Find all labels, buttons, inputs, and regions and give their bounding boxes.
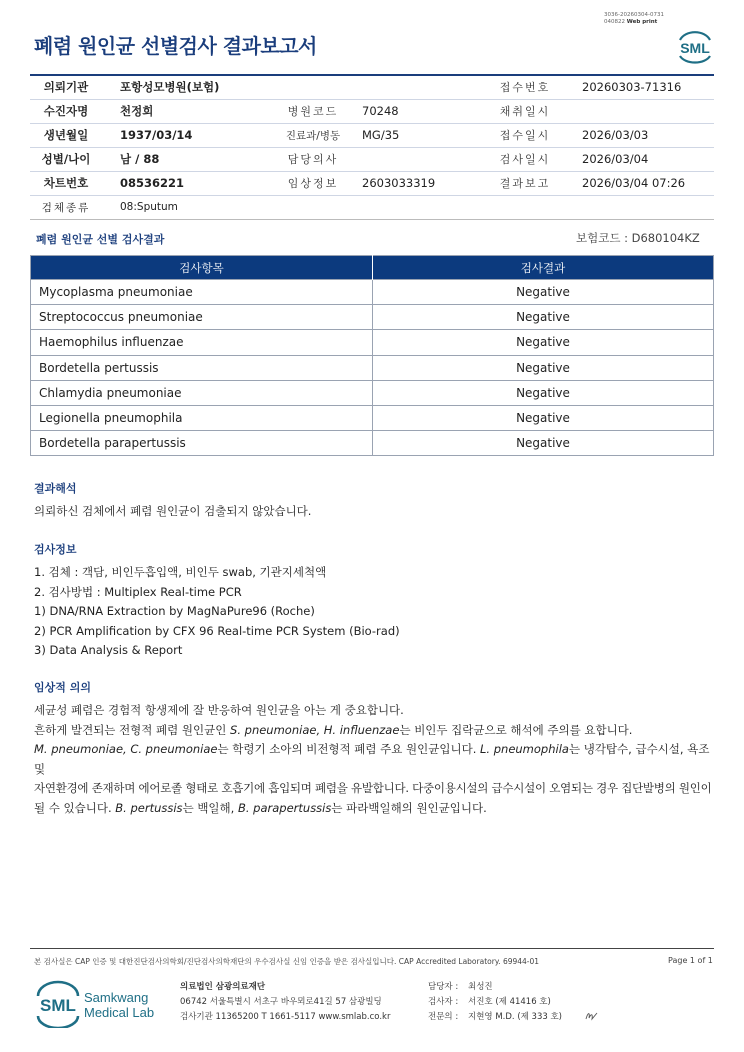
insurance-code: 보험코드 : D680104KZ bbox=[576, 231, 700, 245]
result-table bbox=[30, 255, 714, 456]
org-name: 의료법인 삼광의료재단 bbox=[180, 982, 266, 992]
info-label: 수진자명 bbox=[30, 99, 102, 123]
footer-organization bbox=[180, 980, 390, 1025]
info-label: 차트번호 bbox=[30, 171, 102, 195]
clinical-section bbox=[34, 679, 714, 818]
info-label: 임상정보 bbox=[272, 171, 354, 195]
result-item: Chlamydia pneumoniae bbox=[31, 380, 373, 405]
info-value: 남 / 88 bbox=[102, 147, 272, 171]
result-item: Haemophilus influenzae bbox=[31, 330, 373, 355]
info-row bbox=[30, 147, 714, 171]
footer-staff bbox=[428, 980, 562, 1025]
clinical-title: 임상적 의의 bbox=[34, 681, 91, 694]
info-label: 병원코드 bbox=[272, 99, 354, 123]
staff-label: 검사자 : bbox=[428, 997, 459, 1007]
result-item: Bordetella pertussis bbox=[31, 355, 373, 380]
result-row bbox=[31, 431, 714, 456]
result-row bbox=[31, 355, 714, 380]
result-item: Mycoplasma pneumoniae bbox=[31, 280, 373, 305]
interpretation-section bbox=[34, 480, 714, 522]
print-code bbox=[604, 12, 664, 26]
info-value: 1937/03/14 bbox=[102, 123, 272, 147]
staff-value: 지현영 M.D. (제 333 호) bbox=[468, 1012, 563, 1022]
clinical-line: 흔하게 발견되는 전형적 폐렴 원인균인 S. pneumoniae, H. influenzae는 비인두 집락균으로 해석에 주의를 요합니다. bbox=[34, 722, 633, 737]
clinical-line: 자연환경에 존재하며 에어로졸 형태로 호흡기에 흡입되며 폐렴을 유발합니다. 다중이용시설의 급수시설이 오염되는 경우 집단발병의 원인이 bbox=[34, 781, 712, 795]
info-value bbox=[354, 75, 482, 99]
samkwang-logo-abbr: SML bbox=[40, 996, 76, 1015]
result-row bbox=[31, 380, 714, 405]
info-value: 2603033319 bbox=[354, 171, 482, 195]
info-label bbox=[272, 75, 354, 99]
info-value: 2026/03/04 07:26 bbox=[568, 171, 714, 195]
page-number: Page 1 of 1 bbox=[668, 956, 713, 965]
result-value: Negative bbox=[373, 305, 714, 330]
footer-divider bbox=[30, 948, 714, 949]
info-row bbox=[30, 171, 714, 195]
print-code-line2: 040822 bbox=[604, 19, 625, 25]
info-label: 담당의사 bbox=[272, 147, 354, 171]
info-value: 2026/03/04 bbox=[568, 147, 714, 171]
clinical-line: M. pneumoniae, C. pneumoniae는 학령기 소아의 비전형적 폐렴 주요 원인균입니다. L. pneumophila는 냉각탑수, 급수시설, 욕조 및 bbox=[34, 742, 710, 776]
info-value: 70248 bbox=[354, 99, 482, 123]
info-value bbox=[568, 99, 714, 123]
info-label: 성별/나이 bbox=[30, 147, 102, 171]
result-section-title: 폐렴 원인균 선별 검사결과 bbox=[36, 233, 165, 246]
info-label: 생년월일 bbox=[30, 123, 102, 147]
info-value: 포항성모병원(보험) bbox=[102, 75, 272, 99]
info-value: MG/35 bbox=[354, 123, 482, 147]
footer-accreditation-note: 본 검사실은 CAP 인증 및 대한진단검사의학회/진단검사의학재단의 우수검사실 신임 인증을 받은 검사실입니다. CAP Accredited Laboratory. 69944-01 bbox=[34, 957, 540, 966]
info-value: 2026/03/03 bbox=[568, 123, 714, 147]
info-label: 접수번호 bbox=[482, 75, 568, 99]
patient-info-table bbox=[30, 74, 714, 220]
info-row bbox=[30, 99, 714, 123]
info-label: 결과보고 bbox=[482, 171, 568, 195]
org-address: 06742 서울특별시 서초구 바우뫼로41길 57 삼광빌딩 bbox=[180, 997, 382, 1007]
info-label: 검사일시 bbox=[482, 147, 568, 171]
result-value: Negative bbox=[373, 330, 714, 355]
samkwang-logo-line2: Medical Lab bbox=[84, 1005, 155, 1020]
result-value: Negative bbox=[373, 405, 714, 430]
clinical-line: 될 수 있습니다. B. pertussis는 백일해, B. parapertussis는 파라백일해의 원인균입니다. bbox=[34, 800, 487, 815]
result-row bbox=[31, 330, 714, 355]
staff-value: 서진호 (제 41416 호) bbox=[468, 997, 551, 1007]
test-info-line: 3) Data Analysis & Report bbox=[34, 643, 183, 657]
interpretation-text: 의뢰하신 검체에서 폐렴 원인균이 검출되지 않았습니다. bbox=[34, 504, 312, 518]
page-title: 폐렴 원인균 선별검사 결과보고서 bbox=[34, 34, 317, 58]
info-value bbox=[354, 147, 482, 171]
staff-label: 전문의 : bbox=[428, 1012, 459, 1022]
sml-logo-icon bbox=[674, 26, 716, 64]
test-info-section bbox=[34, 541, 714, 661]
specimen-label: 검체종류 bbox=[41, 201, 91, 214]
result-header-item: 검사항목 bbox=[31, 256, 373, 280]
result-value: Negative bbox=[373, 431, 714, 456]
info-label: 의뢰기관 bbox=[30, 75, 102, 99]
info-label: 채취일시 bbox=[482, 99, 568, 123]
samkwang-logo-line1: Samkwang bbox=[84, 990, 149, 1005]
result-item: Streptococcus pneumoniae bbox=[31, 305, 373, 330]
result-row bbox=[31, 305, 714, 330]
info-row bbox=[30, 75, 714, 99]
staff-value: 최성진 bbox=[468, 982, 493, 992]
samkwang-logo-icon bbox=[34, 978, 164, 1028]
result-value: Negative bbox=[373, 355, 714, 380]
result-header-result: 검사결과 bbox=[373, 256, 714, 280]
result-item: Bordetella parapertussis bbox=[31, 431, 373, 456]
test-info-line: 1. 검체 : 객담, 비인두흡입액, 비인두 swab, 기관지세척액 bbox=[34, 565, 327, 579]
info-value: 20260303-71316 bbox=[568, 75, 714, 99]
org-contact: 검사기관 11365200 T 1661-5117 www.smlab.co.kr bbox=[180, 1012, 391, 1022]
test-info-title: 검사정보 bbox=[34, 543, 77, 556]
info-row-specimen bbox=[30, 195, 714, 219]
test-info-line: 2. 검사방법 : Multiplex Real-time PCR bbox=[34, 584, 242, 599]
staff-label: 담당자 : bbox=[428, 982, 459, 992]
clinical-line: 세균성 폐렴은 경험적 항생제에 잘 반응하여 원인균을 아는 게 중요합니다. bbox=[34, 703, 404, 717]
specimen-value: 08:Sputum bbox=[120, 201, 178, 213]
interpretation-title: 결과해석 bbox=[34, 482, 77, 495]
result-value: Negative bbox=[373, 380, 714, 405]
result-row bbox=[31, 280, 714, 305]
info-label: 접수일시 bbox=[482, 123, 568, 147]
signature-icon bbox=[584, 1010, 600, 1022]
result-item: Legionella pneumophila bbox=[31, 405, 373, 430]
info-value: 천정희 bbox=[102, 99, 272, 123]
info-label: 진료과/병동 bbox=[272, 123, 354, 147]
result-value: Negative bbox=[373, 280, 714, 305]
test-info-line: 1) DNA/RNA Extraction by MagNaPure96 (Roche) bbox=[34, 604, 315, 618]
info-value: 08536221 bbox=[102, 171, 272, 195]
print-code-line1: 3036-20260304-0731 bbox=[604, 12, 664, 18]
print-code-label: Web print bbox=[626, 19, 658, 25]
info-row bbox=[30, 123, 714, 147]
result-row bbox=[31, 405, 714, 430]
test-info-line: 2) PCR Amplification by CFX 96 Real-time PCR System (Bio-rad) bbox=[34, 623, 400, 638]
sml-logo-text: SML bbox=[680, 40, 710, 56]
